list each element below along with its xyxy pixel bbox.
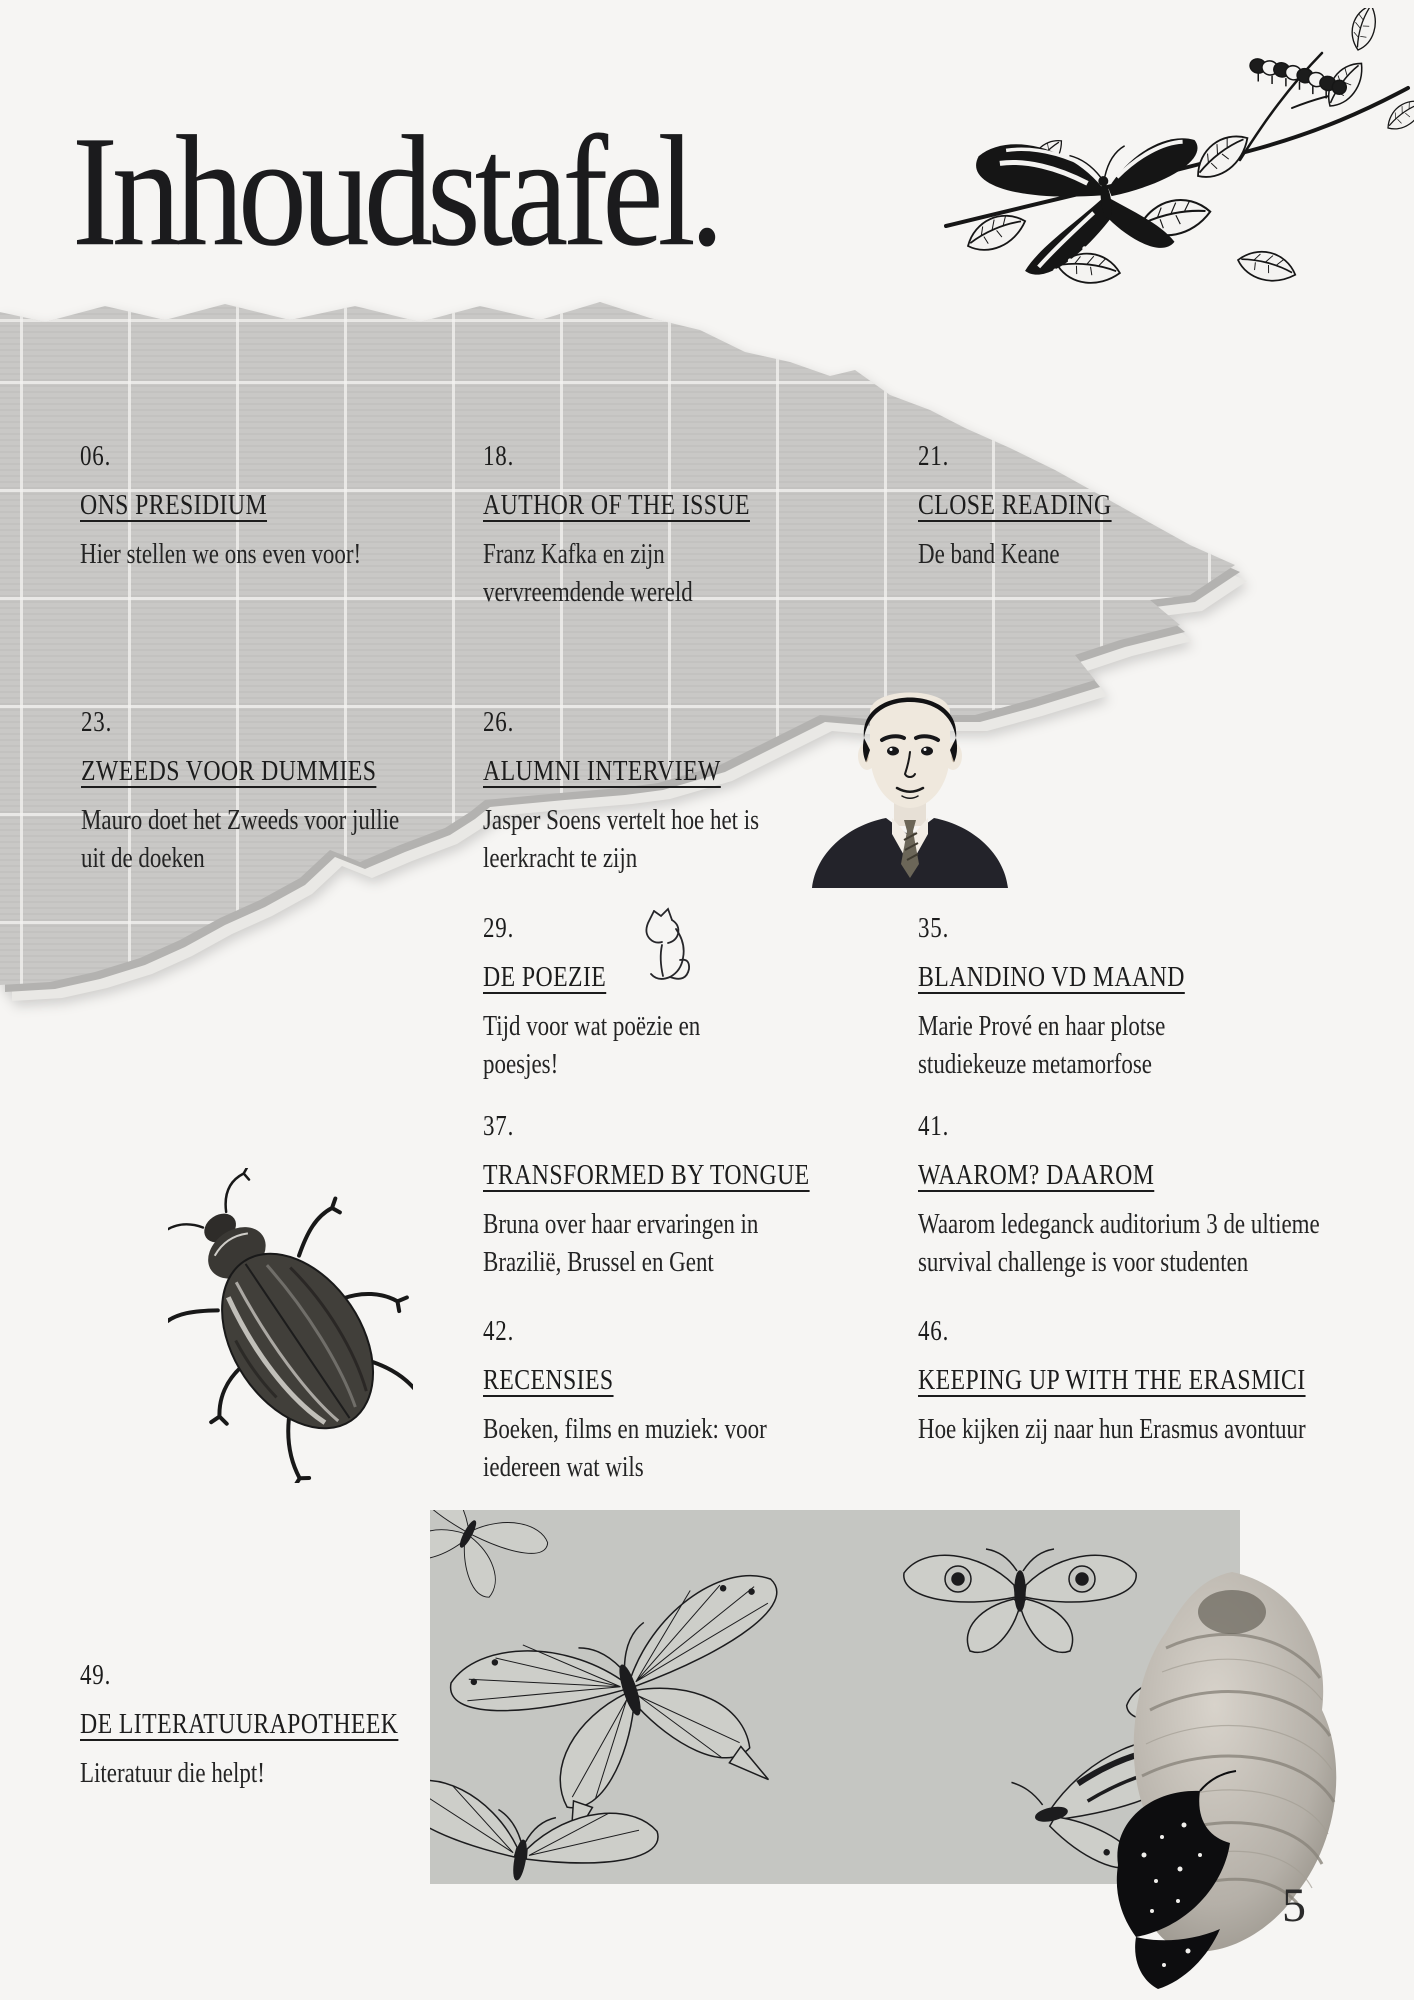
entry-number: 29. bbox=[483, 913, 515, 944]
entry-number: 42. bbox=[483, 1316, 515, 1347]
entry-heading-link[interactable]: ALUMNI INTERVIEW bbox=[483, 755, 721, 787]
entry-heading-link[interactable]: RECENSIES bbox=[483, 1364, 614, 1396]
entry-heading-link[interactable]: DE LITERATUURAPOTHEEK bbox=[80, 1708, 399, 1740]
entry-heading-link[interactable]: DE POEZIE bbox=[483, 961, 607, 993]
chrysalis-illustration bbox=[1082, 1560, 1362, 1990]
toc-entry bbox=[81, 707, 505, 877]
entry-description: Hoe kijken zij naar hun Erasmus avontuur bbox=[918, 1414, 1306, 1445]
entry-heading-link[interactable]: TRANSFORMED BY TONGUE bbox=[483, 1159, 810, 1191]
entry-number: 41. bbox=[918, 1111, 950, 1142]
entry-description: Tijd voor wat poëzie en poesjes! bbox=[483, 1011, 701, 1080]
entry-description: Literatuur die helpt! bbox=[80, 1758, 265, 1789]
entry-description: Franz Kafka en zijn vervreemdende wereld bbox=[483, 539, 693, 608]
entry-description: Mauro doet het Zweeds voor jullie uit de doeken bbox=[81, 805, 400, 874]
entry-number: 23. bbox=[81, 707, 113, 738]
beetle-illustration bbox=[168, 1168, 413, 1483]
butterfly-branch-illustration bbox=[940, 8, 1414, 318]
page-title: Inhoudstafel. bbox=[72, 102, 719, 279]
entry-number: 26. bbox=[483, 707, 515, 738]
entry-description: Bruna over haar ervaringen in Brazilië, Brussel en Gent bbox=[483, 1209, 759, 1278]
torn-paper-background bbox=[0, 295, 1250, 1005]
toc-entry bbox=[80, 1660, 570, 1793]
entry-heading-link[interactable]: KEEPING UP WITH THE ERASMICI bbox=[918, 1364, 1306, 1396]
entry-description: De band Keane bbox=[918, 539, 1060, 570]
entry-description: Hier stellen we ons even voor! bbox=[80, 539, 362, 570]
entry-heading-link[interactable]: BLANDINO VD MAAND bbox=[918, 961, 1185, 993]
entry-heading-link[interactable]: ONS PRESIDIUM bbox=[80, 489, 268, 521]
entry-description: Jasper Soens vertelt hoe het is leerkracht te zijn bbox=[483, 805, 760, 874]
entry-number: 06. bbox=[80, 441, 112, 472]
entry-description: Waarom ledeganck auditorium 3 de ultieme survival challenge is voor studenten bbox=[918, 1209, 1320, 1278]
entry-description: Marie Prové en haar plotse studiekeuze metamorfose bbox=[918, 1011, 1166, 1080]
toc-entry bbox=[918, 913, 1284, 1083]
cat-line-icon bbox=[640, 903, 692, 983]
toc-entry bbox=[918, 1316, 1414, 1449]
entry-number: 35. bbox=[918, 913, 950, 944]
toc-entry bbox=[918, 441, 1284, 574]
toc-entry bbox=[483, 1111, 907, 1281]
toc-entry bbox=[80, 441, 446, 574]
toc-entry bbox=[483, 441, 813, 611]
entry-number: 21. bbox=[918, 441, 950, 472]
entry-number: 37. bbox=[483, 1111, 515, 1142]
entry-number: 46. bbox=[918, 1316, 950, 1347]
page-number: 5 bbox=[1282, 1879, 1306, 1932]
entry-heading-link[interactable]: ZWEEDS VOOR DUMMIES bbox=[81, 755, 377, 787]
toc-entry bbox=[483, 707, 875, 877]
entry-heading-link[interactable]: AUTHOR OF THE ISSUE bbox=[483, 489, 750, 521]
entry-description: Boeken, films en muziek: voor iedereen wat wils bbox=[483, 1414, 767, 1483]
toc-entry bbox=[918, 1111, 1408, 1281]
toc-entry bbox=[483, 1316, 899, 1486]
torn-paper-grid-sheet bbox=[0, 295, 1250, 1005]
entry-heading-link[interactable]: WAAROM? DAAROM bbox=[918, 1159, 1155, 1191]
entry-number: 18. bbox=[483, 441, 515, 472]
entry-number: 49. bbox=[80, 1660, 112, 1691]
entry-heading-link[interactable]: CLOSE READING bbox=[918, 489, 1112, 521]
